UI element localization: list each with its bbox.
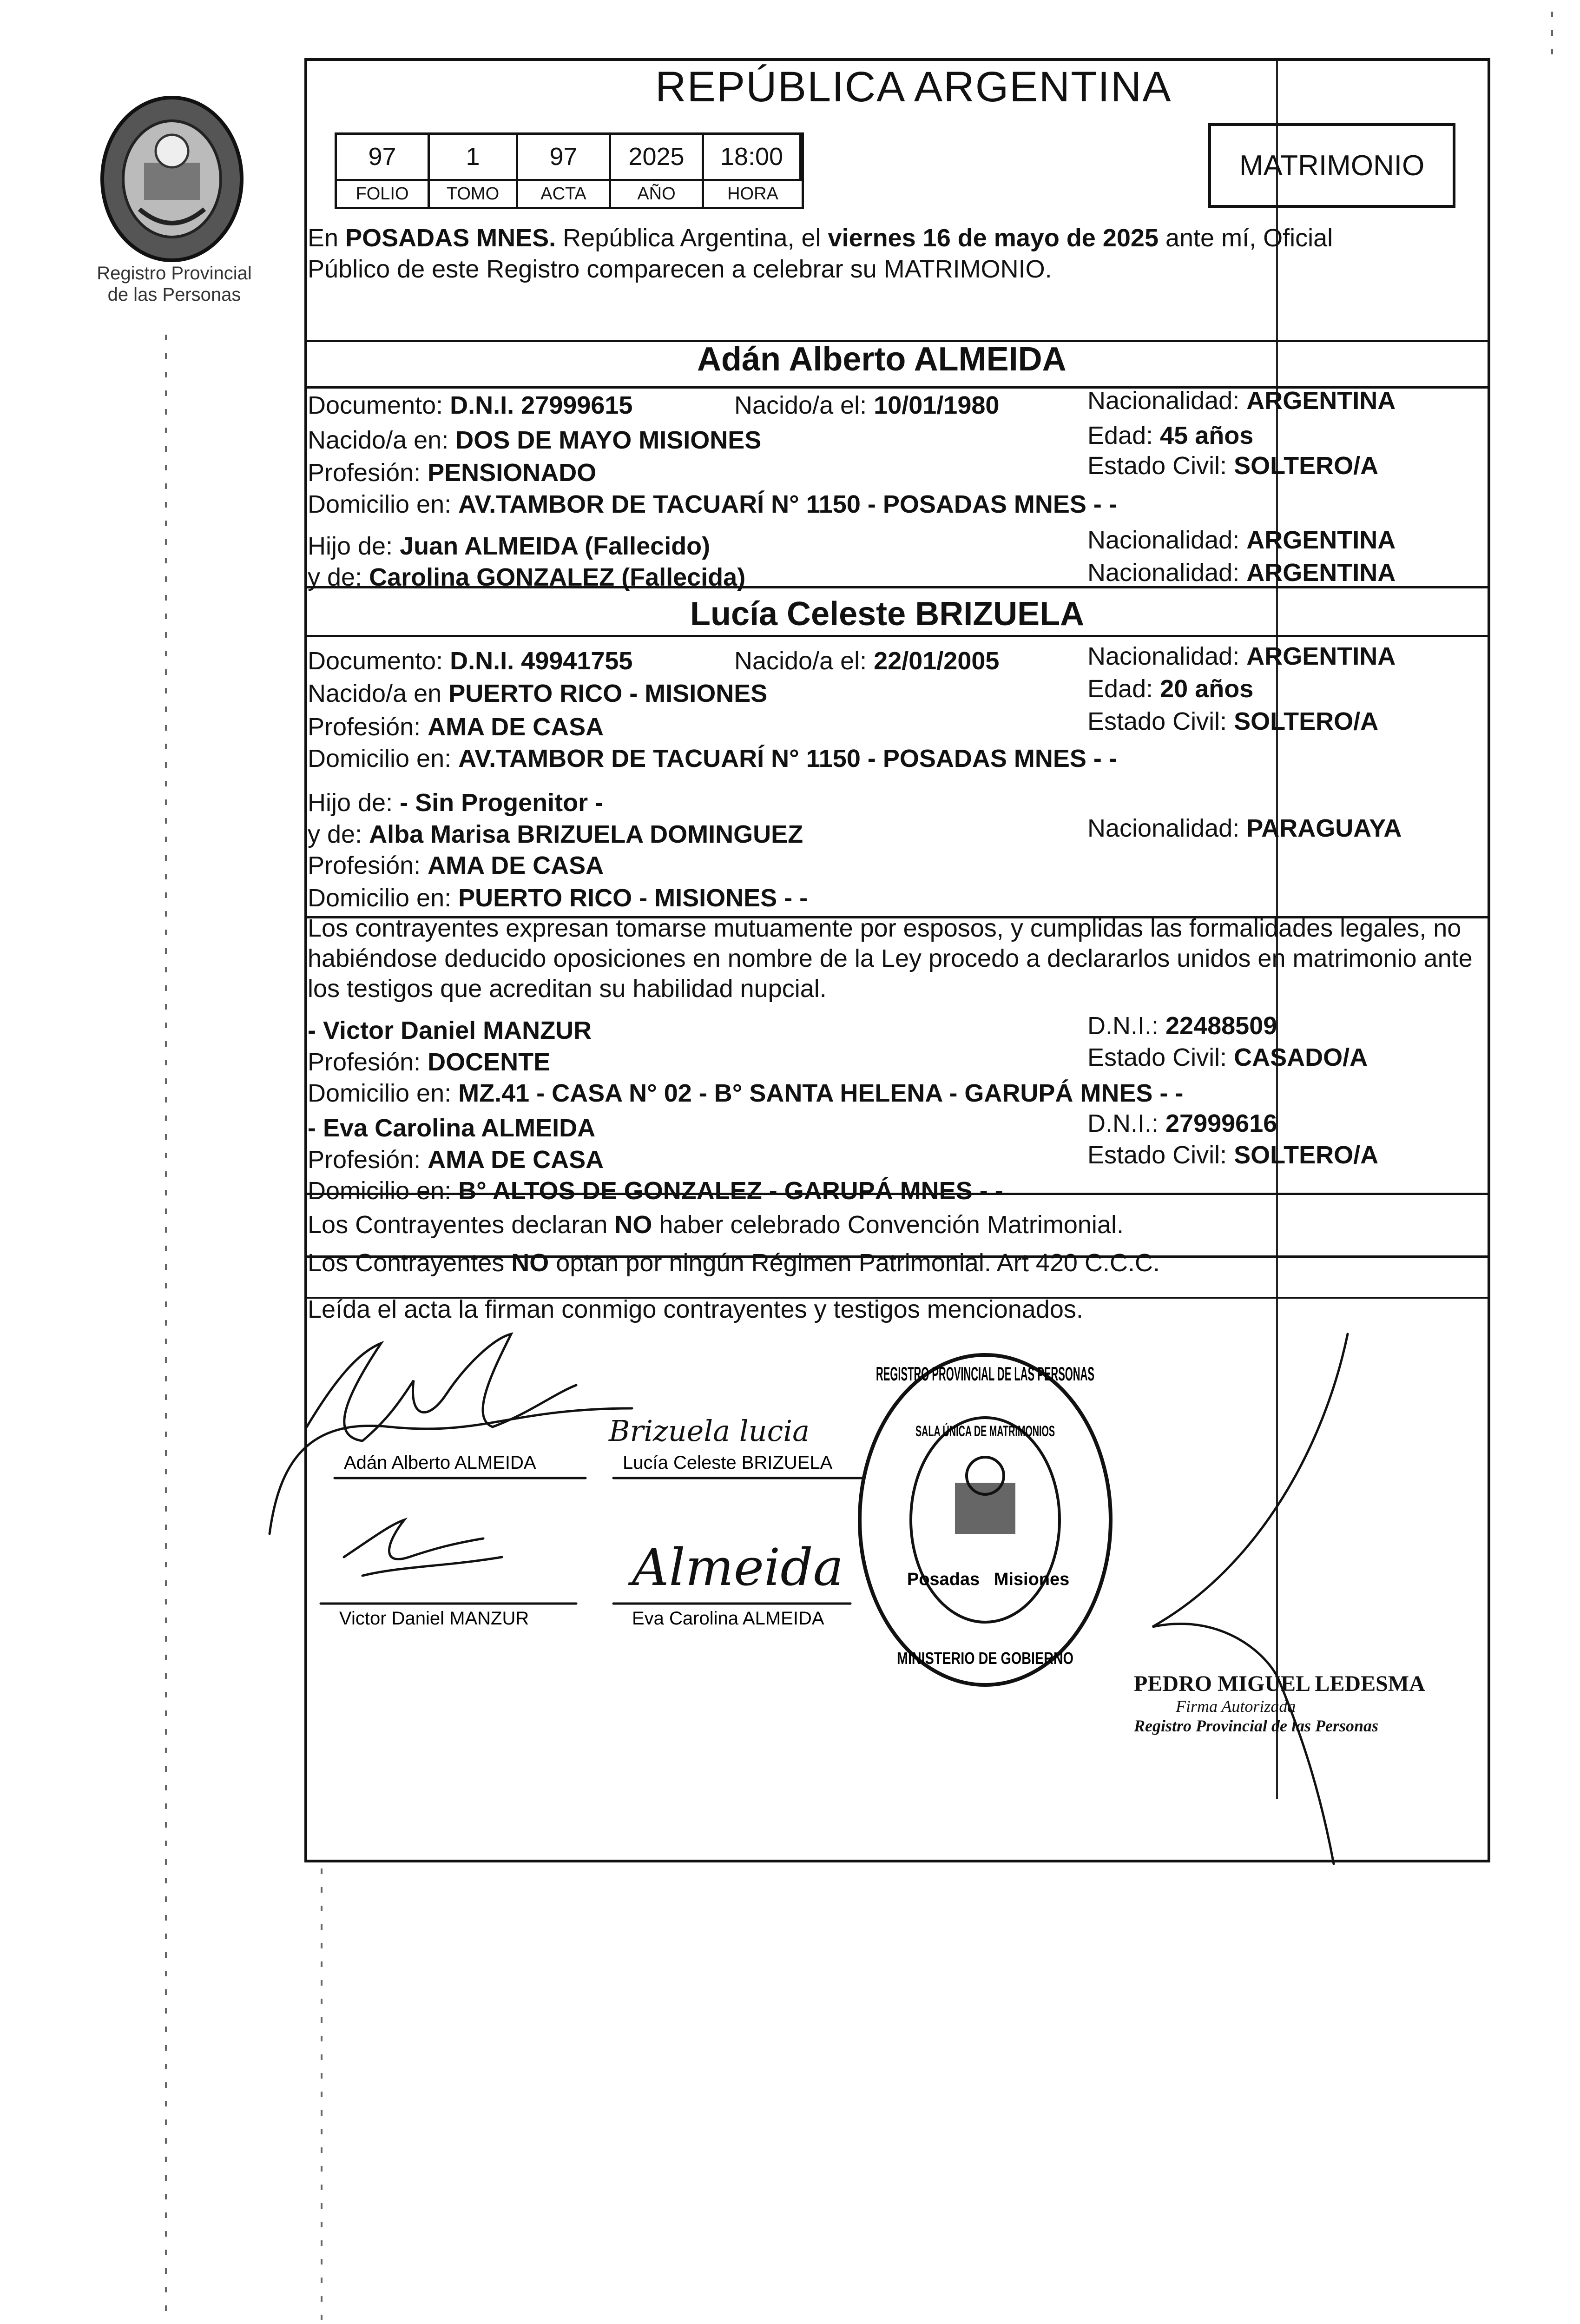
label: Estado Civil: (1087, 452, 1234, 480)
officer-signature (1125, 1325, 1385, 1882)
value: Juan ALMEIDA (Fallecido) (400, 532, 711, 560)
folio-value: 97 (337, 135, 430, 181)
value: B° ALTOS DE GONZALEZ - GARUPÁ MNES - - (458, 1177, 1003, 1205)
value: AMA DE CASA (428, 852, 604, 879)
witness2-prof (308, 1147, 604, 1172)
hour-label: HORA (727, 184, 778, 204)
label: Documento: (308, 391, 450, 419)
value: ARGENTINA (1246, 559, 1396, 587)
value: SOLTERO/A (1234, 707, 1379, 735)
spouse2-mother (308, 822, 803, 847)
value: ARGENTINA (1246, 642, 1396, 670)
spouse2-father (308, 790, 603, 815)
label: Nacido/a el: (734, 391, 874, 419)
label: Nacionalidad: (1087, 387, 1247, 415)
spouse1-prof (308, 460, 596, 485)
spouse2-age (1087, 676, 1253, 701)
intro-line-2: Público de este Registro comparecen a celebrar su MATRIMONIO. (308, 255, 1052, 283)
value: AV.TAMBOR DE TACUARÍ N° 1150 - POSADAS MNES - - (458, 490, 1117, 518)
label: Edad: (1087, 675, 1160, 703)
intro-text: República Argentina, el (556, 224, 828, 252)
intro-line-1 (308, 225, 1333, 251)
label: D.N.I.: (1087, 1012, 1166, 1040)
label: Estado Civil: (1087, 1043, 1234, 1071)
label: y de: (308, 563, 369, 591)
text: NO (614, 1211, 652, 1239)
spouse1-civil (1087, 453, 1378, 478)
witness1-dni (1087, 1013, 1277, 1038)
spouse1-father-nat (1087, 528, 1396, 553)
label: Nacionalidad: (1087, 814, 1247, 842)
hour-value: 18:00 (704, 135, 802, 181)
value: 10/01/1980 (874, 391, 1000, 419)
value: SOLTERO/A (1234, 1141, 1379, 1169)
regime-patrimonial (308, 1250, 1160, 1275)
acta-label: ACTA (518, 181, 611, 207)
official-seal (850, 1343, 1120, 1697)
value: Alba Marisa BRIZUELA DOMINGUEZ (369, 820, 803, 848)
label: Hijo de: (308, 532, 400, 560)
intro-city: POSADAS MNES. (345, 224, 556, 252)
label: Domicilio en: (308, 1177, 459, 1205)
spouse1-doc (308, 393, 632, 418)
declaration-line: los testigos que acreditan su habilidad nupcial. (308, 975, 827, 1003)
label: Nacido/a el: (734, 647, 874, 675)
text: optan por ningún Régimen Patrimonial. Art 420 C.C.C. (549, 1249, 1160, 1277)
spouse2-mother-prof (308, 853, 604, 878)
spouse2-doc (308, 648, 632, 673)
label: Domicilio en: (308, 745, 459, 772)
value: 45 años (1160, 422, 1254, 449)
label: Profesión: (308, 1146, 428, 1174)
spouse1-age (1087, 423, 1253, 448)
seal-place-2: Misiones (994, 1570, 1070, 1589)
logo-caption (86, 263, 263, 305)
margin-dashes (165, 335, 167, 2324)
spouse2-nat (1087, 644, 1396, 669)
officer-org: Registro Provincial de las Personas (1134, 1717, 1379, 1735)
label: Profesión: (308, 1048, 428, 1076)
declaration-line: habiéndose deducido oposiciones en nombre de la Ley procedo a declararlos unidos en matrimonio ante (308, 944, 1473, 972)
witness1-name: - Victor Daniel MANZUR (308, 1017, 592, 1044)
tomo-value: 1 (430, 135, 518, 181)
intro-date: viernes 16 de mayo de 2025 (828, 224, 1159, 252)
tomo-label: TOMO (430, 181, 518, 207)
witness2-addr (308, 1178, 1003, 1203)
label: Hijo de: (308, 789, 400, 817)
value: MZ.41 - CASA N° 02 - B° SANTA HELENA - GARUPÁ MNES - - (458, 1079, 1184, 1107)
officer-stamp (1134, 1671, 1425, 1736)
value: DOS DE MAYO MISIONES (455, 426, 762, 454)
label: Estado Civil: (1087, 707, 1234, 735)
signature-3 (344, 1520, 502, 1576)
value: 27999616 (1165, 1109, 1277, 1137)
signature-1 (307, 1334, 576, 1441)
spouse2-mother-addr (308, 885, 808, 911)
text: Los Contrayentes declaran (308, 1211, 615, 1239)
spouse1-born (734, 393, 999, 418)
label: Estado Civil: (1087, 1141, 1234, 1169)
witness2-civil (1087, 1142, 1378, 1168)
spouse2-addr (308, 746, 1117, 771)
label: Domicilio en: (308, 1079, 459, 1107)
spouse2-civil (1087, 709, 1378, 734)
label: Nacido/a en (308, 680, 449, 707)
value: DOCENTE (428, 1048, 551, 1076)
text: NO (511, 1249, 549, 1277)
spouse1-father (308, 534, 710, 559)
year-label: AÑO (611, 181, 704, 207)
logo-caption-line: de las Personas (107, 284, 241, 305)
witness1-addr (308, 1081, 1183, 1106)
label: Nacionalidad: (1087, 526, 1247, 554)
label: y de: (308, 820, 369, 848)
label: Documento: (308, 647, 450, 675)
text: haber celebrado Convención Matrimonial. (652, 1211, 1124, 1239)
label: Edad: (1087, 422, 1160, 449)
witness2-dni (1087, 1111, 1277, 1136)
label: Domicilio en: (308, 884, 459, 912)
acta-value: 97 (518, 135, 611, 181)
signature-3-label: Victor Daniel MANZUR (339, 1608, 529, 1629)
officer-role: Firma Autorizada (1176, 1697, 1296, 1716)
value: PARAGUAYA (1246, 814, 1402, 842)
intro-text: En (308, 224, 346, 252)
value: 22/01/2005 (874, 647, 1000, 675)
officer-name: PEDRO MIGUEL LEDESMA (1134, 1671, 1425, 1696)
value: PUERTO RICO - MISIONES - - (458, 884, 808, 912)
intro-text: ante mí, Oficial (1158, 224, 1333, 252)
seal-outer-text: REGISTRO PROVINCIAL DE LAS PERSONAS (876, 1363, 1094, 1385)
value: 20 años (1160, 675, 1254, 703)
value: PUERTO RICO - MISIONES (448, 680, 768, 707)
seal-bottom-text: MINISTERIO DE GOBIERNO (897, 1649, 1073, 1668)
value: - Sin Progenitor - (400, 789, 604, 817)
label: Nacionalidad: (1087, 642, 1247, 670)
signature-1-label: Adán Alberto ALMEIDA (344, 1452, 536, 1473)
value: SOLTERO/A (1234, 452, 1379, 480)
value: CASADO/A (1234, 1043, 1368, 1071)
label: Nacido/a en: (308, 426, 456, 454)
act-type-box: MATRIMONIO (1208, 123, 1455, 208)
spouse1-name: Adán Alberto ALMEIDA (697, 341, 1066, 378)
logo-caption-line: Registro Provincial (97, 263, 252, 284)
value: AV.TAMBOR DE TACUARÍ N° 1150 - POSADAS MNES - - (458, 745, 1117, 772)
divider (307, 635, 1488, 637)
seal-inner-text: SALA ÚNICA DE MATRIMONIOS (915, 1423, 1055, 1439)
page-title: REPÚBLICA ARGENTINA (655, 63, 1172, 111)
spouse2-mother-nat (1087, 816, 1402, 841)
spouse2-prof (308, 714, 604, 739)
province-logo (93, 93, 251, 265)
margin-dashes (321, 1868, 323, 2324)
witness1-prof (308, 1050, 550, 1075)
label: Nacionalidad: (1087, 559, 1247, 587)
signature-4-handwritten: Almeida (632, 1538, 844, 1597)
value: D.N.I. 49941755 (450, 647, 633, 675)
label: Profesión: (308, 459, 428, 487)
value: AMA DE CASA (428, 713, 604, 741)
value: ARGENTINA (1246, 526, 1396, 554)
spouse1-nat (1087, 388, 1396, 413)
spouse1-mother (308, 565, 745, 590)
label: Profesión: (308, 713, 428, 741)
spouse1-addr (308, 492, 1117, 517)
value: AMA DE CASA (428, 1146, 604, 1174)
signature-2-label: Lucía Celeste BRIZUELA (623, 1452, 833, 1473)
spouse1-place (308, 428, 761, 453)
witness2-name: - Eva Carolina ALMEIDA (308, 1114, 596, 1142)
seal-place-1: Posadas (907, 1570, 980, 1589)
value: 22488509 (1165, 1012, 1277, 1040)
value: PENSIONADO (428, 459, 597, 487)
spouse2-born (734, 648, 999, 673)
declaration-line: Los contrayentes expresan tomarse mutuamente por esposos, y cumplidas las formalidades legales, no (308, 914, 1462, 942)
witness1-civil (1087, 1045, 1368, 1070)
label: Domicilio en: (308, 490, 459, 518)
spouse2-name: Lucía Celeste BRIZUELA (690, 595, 1085, 633)
registry-table (335, 132, 804, 209)
folio-label: FOLIO (337, 181, 430, 207)
text: Los Contrayentes (308, 1249, 512, 1277)
spouse1-mother-nat (1087, 560, 1396, 585)
value: Carolina GONZALEZ (Fallecida) (369, 563, 746, 591)
signature-2-handwritten: Brizuela lucia (609, 1414, 810, 1448)
label: Profesión: (308, 852, 428, 879)
regime-convention (308, 1212, 1124, 1237)
margin-dashes (1551, 12, 1553, 63)
value: ARGENTINA (1246, 387, 1396, 415)
closing-text: Leída el acta la firman conmigo contrayentes y testigos mencionados. (308, 1295, 1083, 1323)
value: D.N.I. 27999615 (450, 391, 633, 419)
signature-4-label: Eva Carolina ALMEIDA (632, 1608, 824, 1629)
spouse2-place (308, 681, 767, 706)
year-value: 2025 (611, 135, 704, 181)
label: D.N.I.: (1087, 1109, 1166, 1137)
